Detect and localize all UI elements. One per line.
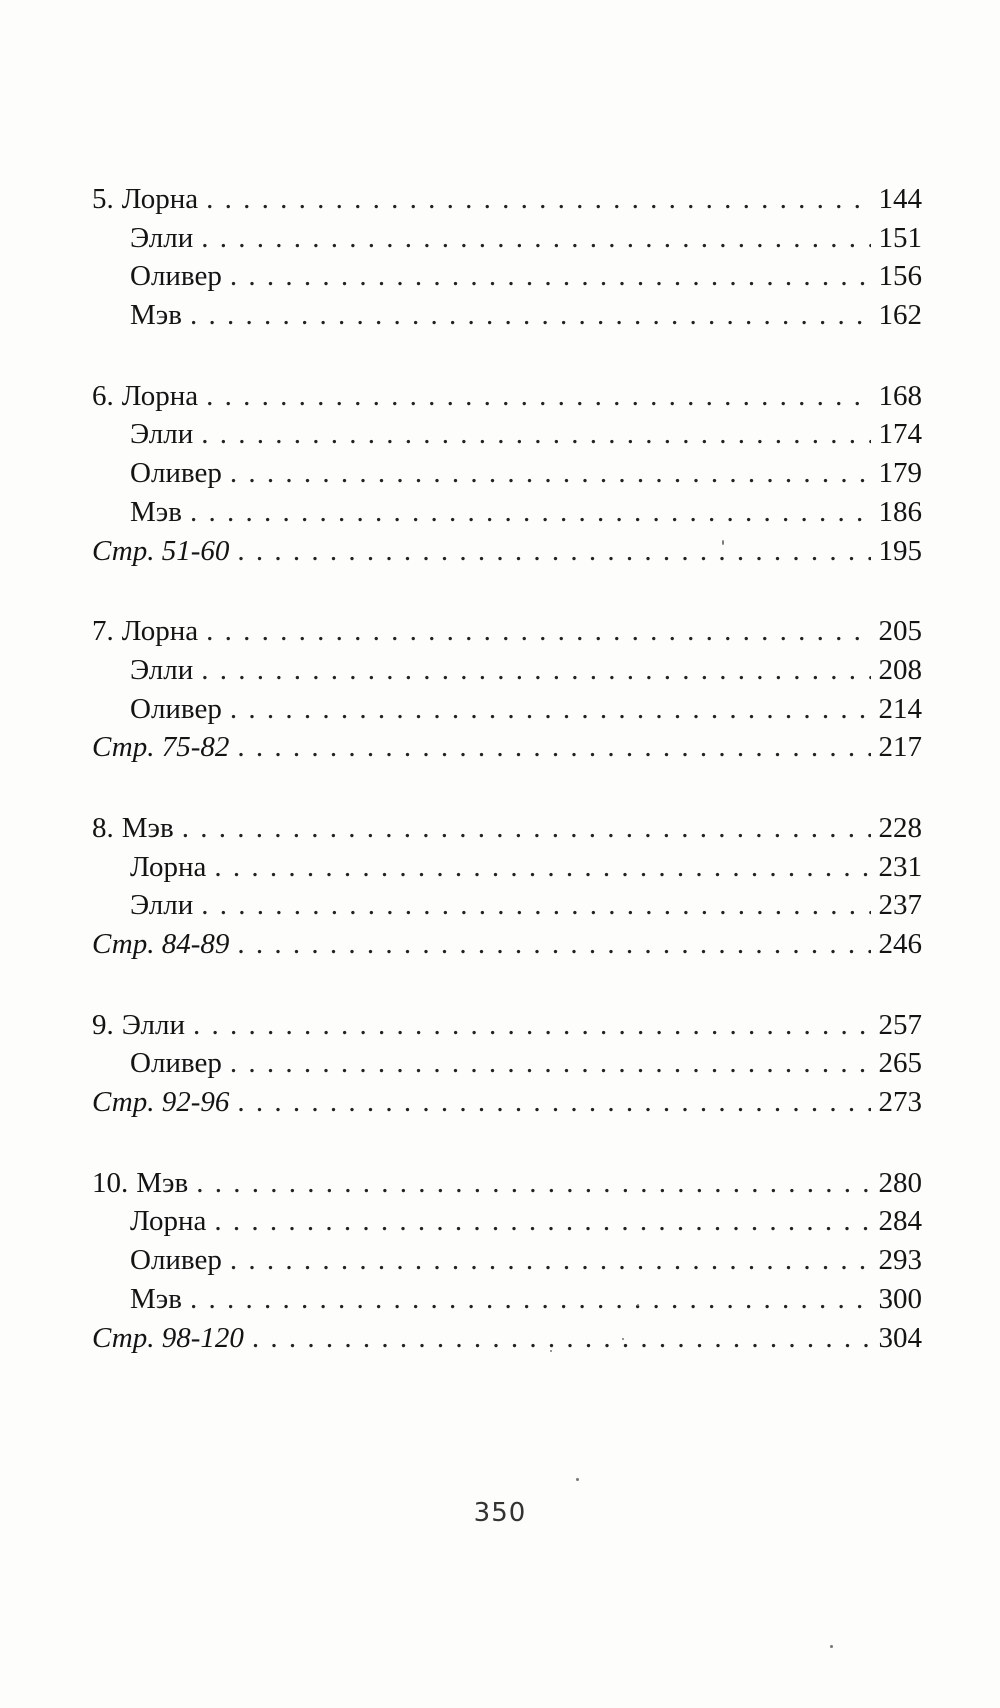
dot-leader	[201, 651, 870, 690]
entry-label-wrap	[92, 1319, 244, 1358]
entry-page-number: 151	[878, 221, 922, 254]
toc-subentry	[92, 454, 922, 493]
chapter-number: 7.	[92, 615, 114, 648]
dot-leader	[214, 848, 870, 887]
toc-subentry	[92, 219, 922, 258]
toc-entry-pages	[92, 1083, 922, 1122]
dot-leader	[190, 1280, 871, 1319]
entry-page-number: 217	[878, 731, 922, 764]
entry-label-wrap	[92, 1241, 222, 1280]
entry-page-number: 156	[878, 260, 922, 293]
dot-leader	[252, 1319, 871, 1358]
entry-title: Элли	[130, 221, 194, 254]
entry-page-number: 195	[878, 534, 922, 567]
entry-title: Стр. 75-82	[92, 731, 230, 764]
entry-page-number: 228	[878, 811, 922, 844]
chapter-number: 9.	[92, 1008, 114, 1041]
entry-page-number: 231	[878, 850, 922, 883]
entry-title: Лорна	[121, 615, 199, 648]
dot-leader	[206, 377, 870, 416]
entry-title: Оливер	[130, 1047, 222, 1080]
entry-label-wrap	[92, 809, 174, 848]
table-of-contents	[92, 180, 922, 1399]
entry-label-wrap	[92, 886, 193, 925]
dot-leader	[237, 925, 870, 964]
entry-label-wrap	[92, 690, 222, 729]
entry-page-number: 237	[878, 889, 922, 922]
toc-chapter-entry	[92, 612, 922, 651]
dot-leader	[230, 257, 871, 296]
entry-title: Стр. 98-120	[92, 1321, 244, 1354]
entry-page-number: 265	[878, 1047, 922, 1080]
entry-title: Оливер	[130, 260, 222, 293]
entry-title: Лорна	[121, 183, 199, 215]
entry-page-number: 174	[878, 418, 922, 451]
entry-page-number: 186	[878, 495, 922, 528]
entry-label-wrap	[92, 651, 193, 690]
dot-leader	[237, 728, 870, 767]
dot-leader	[237, 1083, 870, 1122]
toc-section	[92, 809, 922, 964]
entry-label-wrap	[92, 1006, 185, 1045]
entry-label-wrap	[92, 493, 182, 532]
toc-chapter-entry	[92, 809, 922, 848]
toc-section	[92, 180, 922, 335]
scan-speck	[830, 1645, 833, 1648]
entry-page-number: 162	[878, 299, 922, 332]
entry-page-number: 293	[878, 1244, 922, 1277]
entry-page-number: 273	[878, 1086, 922, 1119]
entry-title: Стр. 92-96	[92, 1086, 230, 1119]
entry-title: Лорна	[130, 850, 207, 883]
dot-leader	[201, 415, 870, 454]
toc-section	[92, 1006, 922, 1122]
entry-label-wrap	[92, 728, 229, 767]
scan-speck	[637, 1304, 639, 1306]
entry-title: Мэв	[121, 811, 174, 844]
dot-leader	[230, 690, 871, 729]
toc-entry-pages	[92, 1319, 922, 1358]
toc-entry-pages	[92, 925, 922, 964]
scan-speck	[576, 1478, 579, 1481]
entry-label-wrap	[92, 1202, 206, 1241]
entry-title: Элли	[130, 889, 194, 922]
entry-page-number: 208	[878, 653, 922, 686]
dot-leader	[190, 493, 871, 532]
entry-page-number: 280	[878, 1166, 922, 1199]
toc-section	[92, 377, 922, 570]
chapter-number: 10.	[92, 1166, 129, 1199]
entry-title: Мэв	[130, 495, 182, 528]
entry-label-wrap	[92, 1083, 229, 1122]
entry-label-wrap	[92, 180, 198, 219]
entry-page-number: 257	[878, 1008, 922, 1041]
dot-leader	[230, 454, 871, 493]
dot-leader	[201, 886, 870, 925]
entry-title: Лорна	[130, 1205, 207, 1238]
entry-page-number: 179	[878, 457, 922, 490]
toc-subentry	[92, 296, 922, 335]
toc-subentry	[92, 1044, 922, 1083]
toc-section	[92, 612, 922, 767]
entry-page-number: 214	[878, 692, 922, 725]
toc-subentry	[92, 1280, 922, 1319]
entry-title: Оливер	[130, 1244, 222, 1277]
toc-subentry	[92, 1241, 922, 1280]
entry-label-wrap	[92, 296, 182, 335]
toc-subentry	[92, 651, 922, 690]
entry-label-wrap	[92, 1280, 182, 1319]
toc-subentry	[92, 493, 922, 532]
dot-leader	[182, 809, 871, 848]
dot-leader	[206, 180, 870, 219]
entry-page-number: 300	[878, 1282, 922, 1315]
dot-leader	[206, 612, 870, 651]
toc-subentry	[92, 257, 922, 296]
entry-label-wrap	[92, 454, 222, 493]
entry-title: Оливер	[130, 457, 222, 490]
entry-page-number: 246	[878, 928, 922, 960]
dot-leader	[201, 219, 870, 258]
toc-subentry	[92, 848, 922, 887]
chapter-number: 5.	[92, 183, 114, 215]
dot-leader	[230, 1044, 871, 1083]
toc-subentry	[92, 886, 922, 925]
entry-label-wrap	[92, 219, 193, 258]
entry-title: Мэв	[130, 299, 182, 332]
entry-title: Мэв	[136, 1166, 189, 1199]
entry-label-wrap	[92, 377, 198, 416]
scan-speck	[622, 1338, 624, 1340]
dot-leader	[196, 1164, 870, 1203]
page-number: 350	[473, 1498, 527, 1528]
toc-section	[92, 1164, 922, 1357]
entry-title: Лорна	[121, 379, 199, 412]
dot-leader	[193, 1006, 871, 1045]
toc-subentry	[92, 415, 922, 454]
entry-title: Элли	[130, 653, 194, 686]
entry-label-wrap	[92, 257, 222, 296]
entry-page-number: 144	[878, 183, 922, 215]
dot-leader	[237, 532, 870, 571]
entry-page-number: 304	[878, 1321, 922, 1354]
chapter-number: 6.	[92, 379, 114, 412]
dot-leader	[214, 1202, 870, 1241]
entry-title: Оливер	[130, 692, 222, 725]
entry-title: Элли	[121, 1008, 185, 1041]
entry-label-wrap	[92, 612, 198, 651]
entry-page-number: 205	[878, 615, 922, 648]
toc-chapter-entry	[92, 1164, 922, 1203]
toc-subentry	[92, 690, 922, 729]
scan-speck	[550, 1350, 552, 1352]
toc-chapter-entry	[92, 180, 922, 219]
toc-chapter-entry	[92, 1006, 922, 1045]
entry-page-number: 168	[878, 379, 922, 412]
entry-label-wrap	[92, 532, 229, 571]
entry-title: Стр. 51-60	[92, 534, 230, 567]
entry-label-wrap	[92, 415, 193, 454]
entry-label-wrap	[92, 1164, 188, 1203]
toc-chapter-entry	[92, 377, 922, 416]
toc-entry-pages	[92, 728, 922, 767]
entry-title: Мэв	[130, 1282, 182, 1315]
entry-page-number: 284	[878, 1205, 922, 1238]
scan-speck	[722, 540, 724, 545]
toc-entry-pages	[92, 532, 922, 571]
entry-label-wrap	[92, 925, 229, 964]
entry-title: Стр. 84-89	[92, 928, 230, 960]
entry-label-wrap	[92, 1044, 222, 1083]
toc-subentry	[92, 1202, 922, 1241]
entry-title: Элли	[130, 418, 194, 451]
entry-label-wrap	[92, 848, 206, 887]
dot-leader	[190, 296, 871, 335]
dot-leader	[230, 1241, 871, 1280]
chapter-number: 8.	[92, 811, 114, 844]
